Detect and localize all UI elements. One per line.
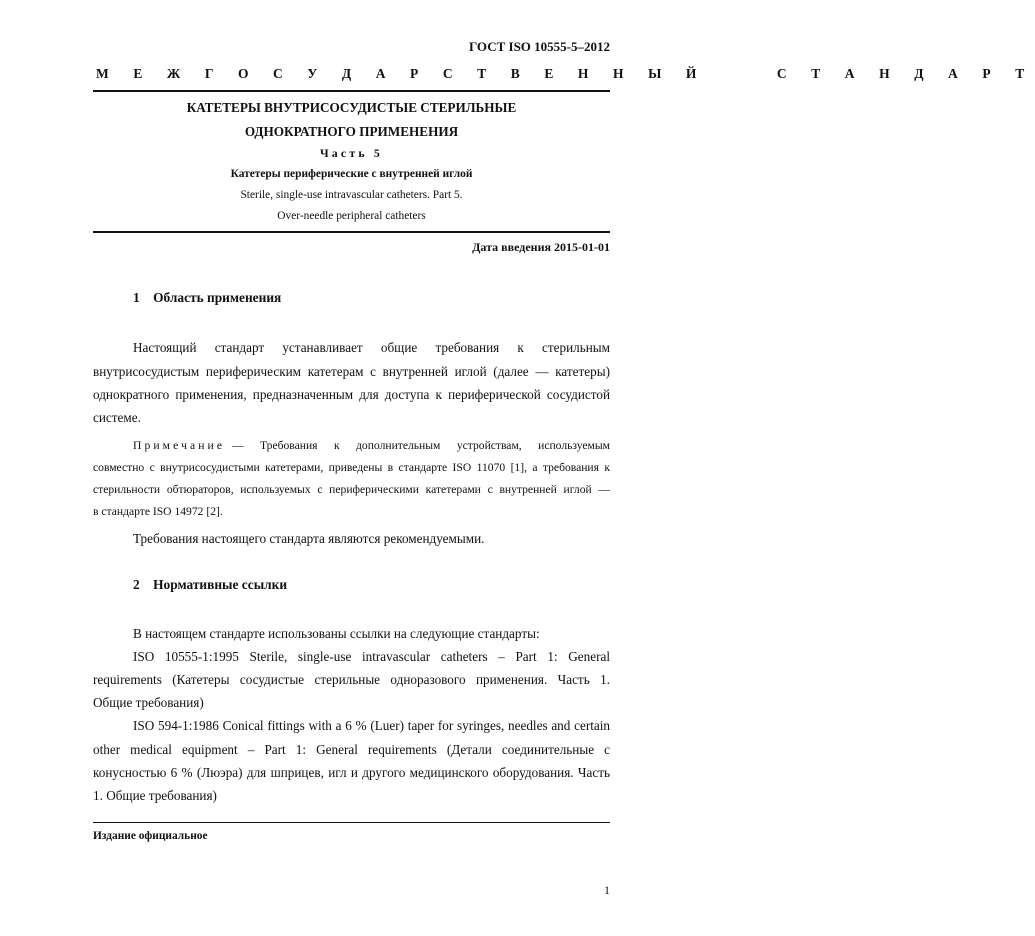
reference-line: other medical equipment – Part 1: General requirements (Детали соединительные с — [93, 742, 610, 757]
section-1-paragraph-line: однократного применения, предназначенным для доступа к периферической сосудистой — [93, 387, 610, 402]
title-rule — [93, 231, 610, 233]
reference-line: конусностью 6 % (Люэра) для шприцев, игл и другого медицинского оборудования. Часть — [93, 765, 610, 780]
introduction-date: Дата введения 2015-01-01 — [472, 240, 610, 254]
reference-line: Общие требования) — [93, 695, 204, 710]
note-line: в стандарте ISO 14972 [2]. — [93, 505, 223, 518]
standard-code: ГОСТ ISO 10555-5–2012 — [468, 39, 610, 54]
note-line: стерильности обтюраторов, используемых с периферическими катетерами с внутренней иглой — — [93, 483, 610, 496]
note-line: — Требования к дополнительным устройствам, используемым — [232, 439, 610, 452]
footer-rule — [93, 822, 610, 823]
note-label: Примечание — [133, 439, 226, 452]
section-1-paragraph-line: Настоящий стандарт устанавливает общие требования к стерильным — [133, 340, 610, 355]
section-2-intro: В настоящем стандарте использованы ссылки на следующие стандарты: — [133, 626, 540, 641]
note-line: совместно с внутрисосудистыми катетерами, приведены в стандарте ISO 11070 [1], а требования к — [93, 461, 610, 474]
english-title-line-1: Sterile, single-use intravascular catheters. Part 5. — [240, 189, 463, 201]
section-2-heading: 2 Нормативные ссылки — [133, 577, 288, 592]
reference-line: requirements (Катетеры сосудистые стерильные одноразового применения. Часть 1. — [93, 672, 610, 687]
section-1-recommendation: Требования настоящего стандарта являются рекомендуемыми. — [133, 531, 485, 546]
reference-line: ISO 10555-1:1995 Sterile, single-use intravascular catheters – Part 1: General — [133, 649, 610, 664]
page-number: 1 — [604, 883, 610, 897]
official-edition-label: Издание официальное — [93, 830, 208, 842]
title-line-1: КАТЕТЕРЫ ВНУТРИСОСУДИСТЫЕ СТЕРИЛЬНЫЕ — [186, 100, 517, 115]
reference-line: 1. Общие требования) — [93, 788, 217, 803]
title-line-2: ОДНОКРАТНОГО ПРИМЕНЕНИЯ — [244, 124, 459, 139]
part-label: Часть 5 — [319, 146, 384, 160]
section-1-paragraph-line: системе. — [93, 410, 141, 425]
reference-line: ISO 594-1:1986 Conical fittings with a 6 % (Luer) taper for syringes, needles and certain — [133, 718, 610, 733]
section-1-heading: 1 Область применения — [133, 290, 282, 305]
interstate-standard-banner: М Е Ж Г О С У Д А Р С Т В Е Н Н Ы Й С Т А Н Д А Р Т — [96, 66, 1035, 81]
english-title-line-2: Over-needle peripheral catheters — [277, 210, 426, 222]
subtitle: Катетеры периферические с внутренней иглой — [230, 168, 473, 180]
section-1-paragraph-line: внутрисосудистым периферическим катетерам с внутренней иглой (далее — катетеры) — [93, 364, 610, 379]
top-rule — [93, 90, 610, 92]
